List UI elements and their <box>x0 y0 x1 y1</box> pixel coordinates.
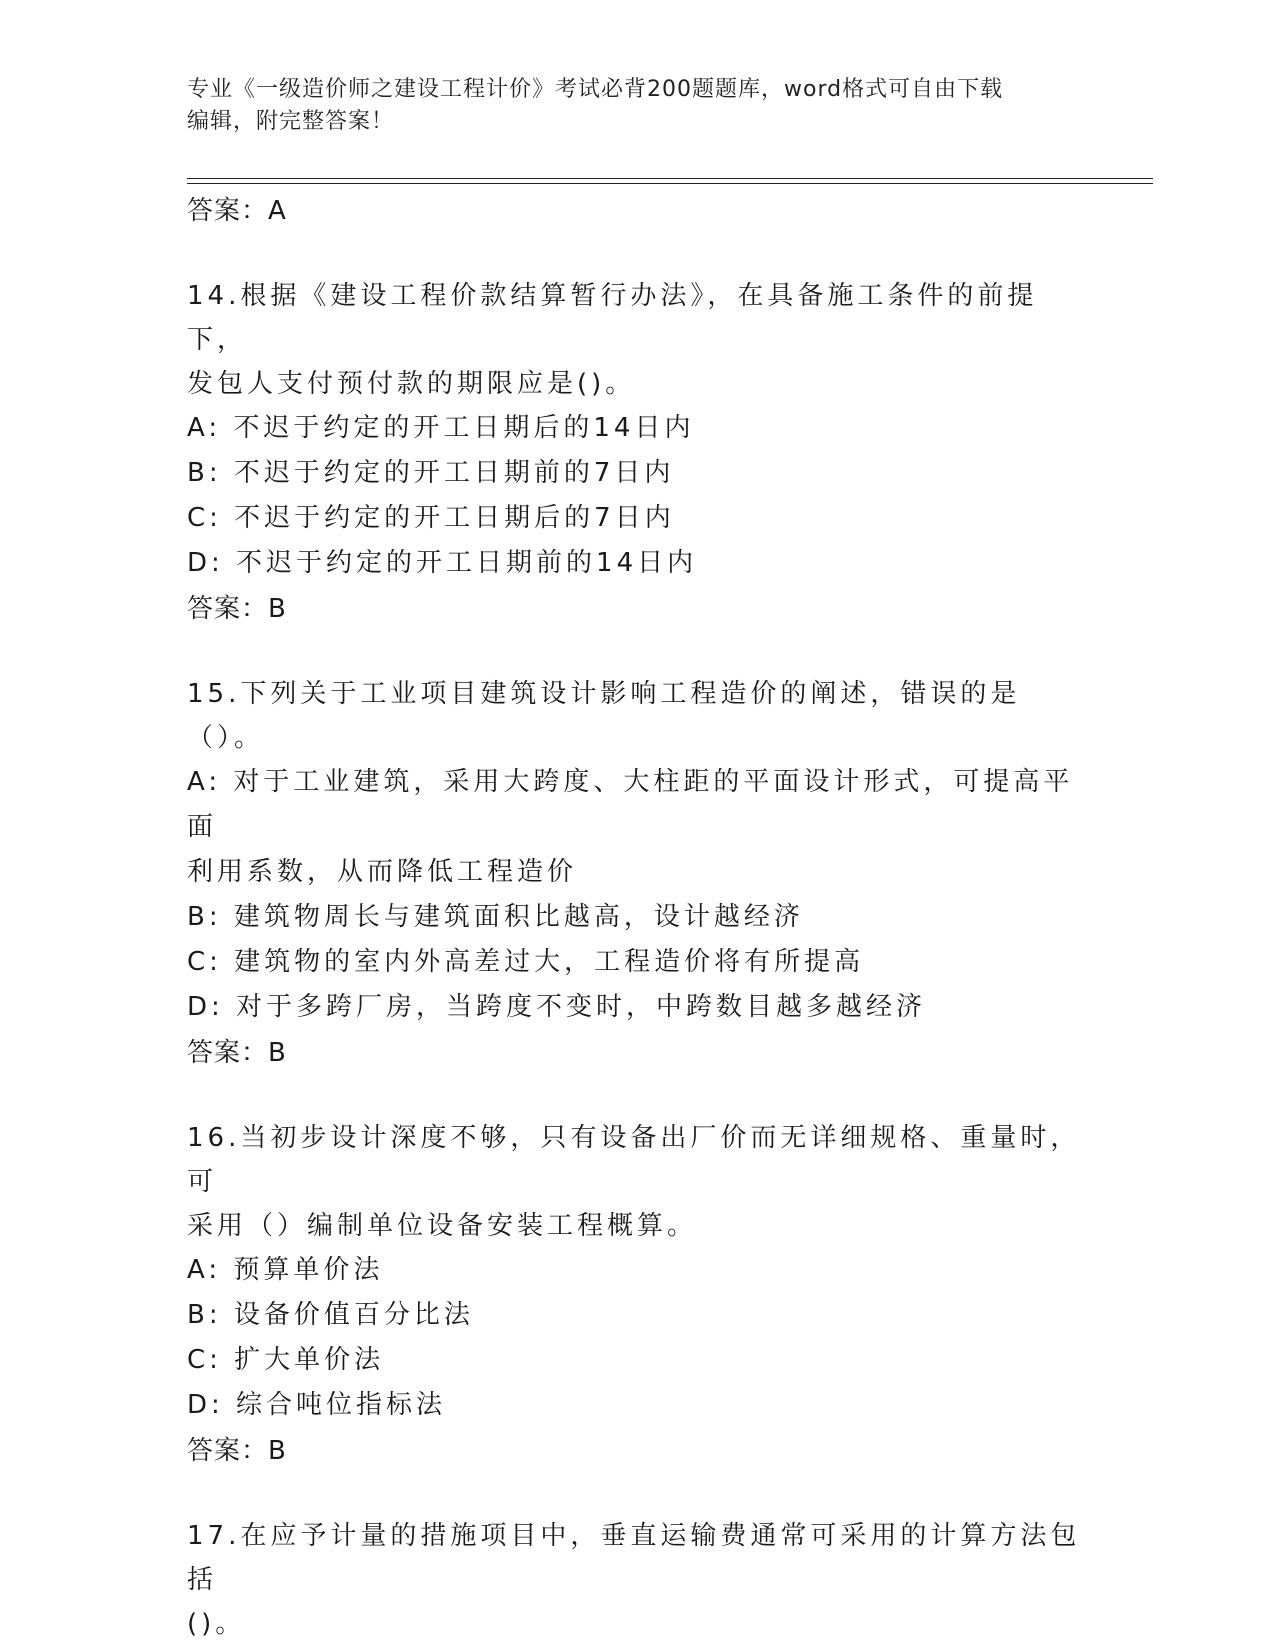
option-d: D: 对于多跨厂房，当跨度不变时，中跨数目越多越经济 <box>187 992 927 1022</box>
header-rule-top <box>187 178 1153 179</box>
question-15 <box>187 672 1087 1076</box>
question-16 <box>187 1116 1087 1474</box>
question-stem: 17.在应予计量的措施项目中，垂直运输费通常可采用的计算方法包括 <box>187 1521 1081 1595</box>
question-stem-cont: 采用（）编制单位设备安装工程概算。 <box>187 1211 698 1241</box>
question-stem-cont: ()。 <box>187 1609 246 1639</box>
answer-13: 答案：A <box>187 196 287 226</box>
option-d: D: 不迟于约定的开工日期前的14日内 <box>187 548 698 578</box>
question-stem: 16.当初步设计深度不够，只有设备出厂价而无详细规格、重量时，可 <box>187 1123 1081 1197</box>
header-line-1: 专业《一级造价师之建设工程计价》考试必背200题题库，word格式可自由下载 <box>187 77 1004 102</box>
answer: 答案：B <box>187 1436 287 1466</box>
option-d: D: 综合吨位指标法 <box>187 1390 447 1420</box>
header-rule-bottom <box>187 183 1153 184</box>
document-body <box>187 188 1087 1646</box>
option-c: C: 建筑物的室内外高差过大，工程造价将有所提高 <box>187 947 865 977</box>
header-line-2: 编辑，附完整答案！ <box>187 109 395 134</box>
option-b: B: 建筑物周长与建筑面积比越高，设计越经济 <box>187 902 804 932</box>
question-stem: 15.下列关于工业项目建筑设计影响工程造价的阐述，错误的是（）。 <box>187 679 1021 753</box>
page-header <box>187 74 1067 138</box>
option-a-cont: 利用系数，从而降低工程造价 <box>187 857 578 887</box>
option-b: B: 设备价值百分比法 <box>187 1300 474 1330</box>
question-17 <box>187 1514 1087 1646</box>
option-a: A: 预算单价法 <box>187 1255 384 1285</box>
question-stem: 14.根据《建设工程价款结算暂行办法》，在具备施工条件的前提下， <box>187 281 1038 355</box>
question-14 <box>187 274 1087 632</box>
option-c: C: 扩大单价法 <box>187 1345 385 1375</box>
option-b: B: 不迟于约定的开工日期前的7日内 <box>187 458 675 488</box>
option-a: A: 对于工业建筑，采用大跨度、大柱距的平面设计形式，可提高平面 <box>187 767 1074 842</box>
question-stem-cont: 发包人支付预付款的期限应是()。 <box>187 369 636 399</box>
option-a: A: 不迟于约定的开工日期后的14日内 <box>187 413 695 443</box>
answer: 答案：B <box>187 1038 287 1068</box>
answer: 答案：B <box>187 594 287 624</box>
option-c: C: 不迟于约定的开工日期后的7日内 <box>187 503 675 533</box>
